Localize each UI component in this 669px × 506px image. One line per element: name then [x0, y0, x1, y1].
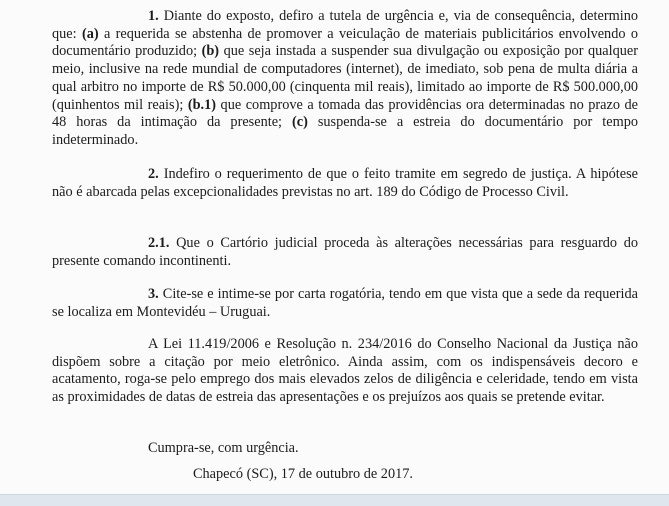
- paragraph-number: 2.1.: [148, 235, 170, 251]
- paragraph-text: A Lei 11.419/2006 e Resolução n. 234/2016 do Conselho Nacional da Justiça não dispõem sobre a citação por meio eletrônico. Ainda assim, com os indispensáveis decoro e acatamento, roga-se pelo emprego dos mais elevados zelos de diligência e celeridade, tendo em vista as proximidades de datas de estreia das apresentações e os prejuízos aos quais se pretende evitar.: [52, 336, 638, 406]
- paragraph-number: 1.: [148, 8, 159, 24]
- paragraph-text: a requerida se abstenha de promover a veiculação de materiais publicitários envolvendo o documentário produzido;: [52, 25, 638, 60]
- item-marker: (b.1): [187, 96, 217, 113]
- paragraph-number: 3.: [148, 286, 159, 302]
- paragraph-1: [52, 8, 638, 150]
- viewer-bottom-bar: [0, 494, 669, 506]
- paragraph-number: 2.: [148, 166, 159, 182]
- paragraph-text: que seja instada a suspender sua divulgação ou exposição por qualquer meio, inclusive na rede mundial de computadores (internet), de imediato, sob pena de multa diária a qual arbitro no importe de R$ 50.000,00 (cinquenta mil reais), limitado ao importe de R$ 500.000,00 (quinhentos mil reais);: [52, 43, 638, 113]
- paragraph-3: [52, 286, 638, 321]
- closing-line: Cumpra-se, com urgência.: [148, 440, 299, 456]
- paragraph-2-1: [52, 235, 638, 270]
- paragraph-text: Diante do exposto, defiro a tutela de urgência e, via de consequência, determino que:: [52, 8, 638, 42]
- document-page: [52, 0, 638, 490]
- paragraph-text: Indefiro o requerimento de que o feito tramite em segredo de justiça. A hipótese não é abarcada pelas excepcionalidades previstas no art. 189 do Código de Processo Civil.: [52, 166, 639, 200]
- paragraph-text: que comprove a tomada das providências ora determinadas no prazo de 48 horas da intimação da presente;: [52, 96, 639, 131]
- paragraph-4: [52, 336, 638, 407]
- place-date-line: Chapecó (SC), 17 de outubro de 2017.: [193, 466, 413, 482]
- paragraph-text: suspenda-se a estreia do documentário por tempo indeterminado.: [52, 114, 639, 148]
- item-marker: (c): [291, 114, 308, 131]
- item-marker: (b): [201, 43, 220, 60]
- paragraph-text: Cite-se e intime-se por carta rogatória, tendo em que vista que a sede da requerida se localiza em Montevidéu – Uruguai.: [52, 286, 639, 320]
- item-marker: (a): [81, 25, 99, 42]
- paragraph-2: [52, 166, 638, 201]
- paragraph-text: Que o Cartório judicial proceda às alterações necessárias para resguardo do presente comando incontinenti.: [52, 235, 638, 269]
